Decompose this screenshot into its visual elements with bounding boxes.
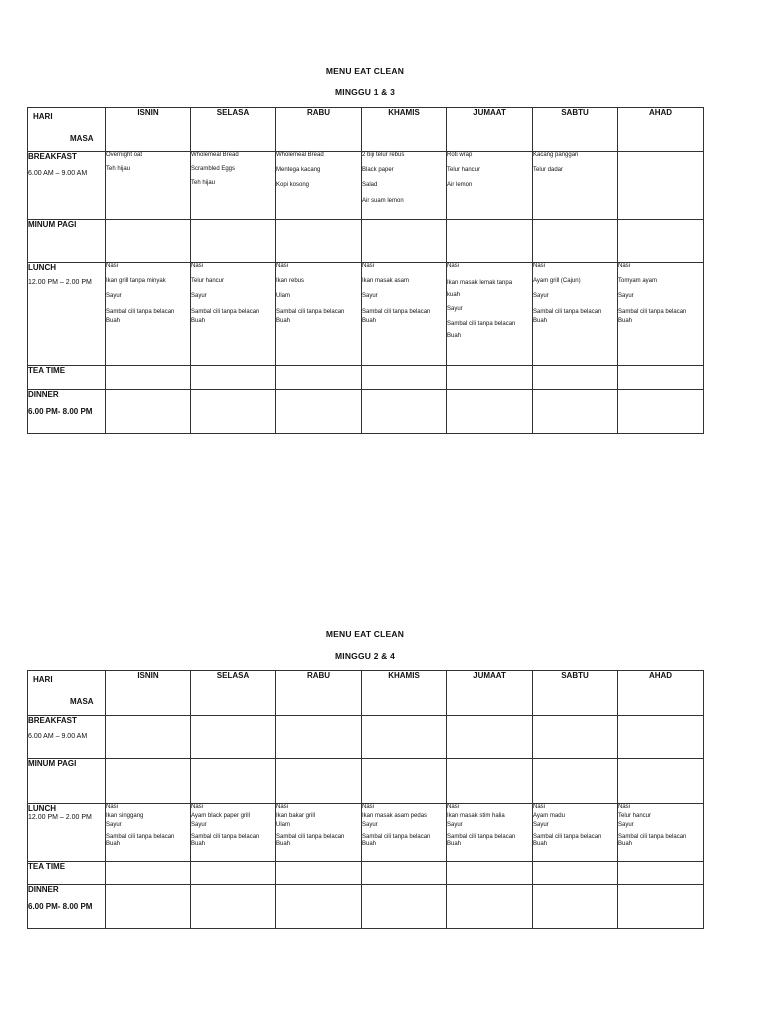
menu-item: Ayam black paper grill	[191, 813, 250, 820]
menu-item: Sayur	[618, 822, 634, 829]
menu-cell	[362, 220, 447, 263]
menu-cell	[533, 390, 618, 434]
table-row-lunch	[28, 263, 704, 366]
menu-cell	[618, 263, 704, 366]
menu-cell	[106, 862, 191, 885]
menu-cell	[533, 716, 618, 759]
meal-label: BREAKFAST	[28, 716, 77, 725]
menu-cell	[533, 220, 618, 263]
row-label	[28, 390, 106, 434]
menu-item: Buah	[618, 840, 633, 847]
menu-item: Buah	[447, 840, 462, 847]
menu-cell	[191, 152, 276, 220]
menu-cell	[106, 804, 191, 862]
menu-item: Nasi	[618, 263, 631, 269]
menu-item: Kacang panggan	[533, 152, 579, 158]
menu-item: Sambal cili tanpa belacan	[191, 833, 260, 840]
menu-item: Telur dadar	[533, 167, 564, 174]
menu-cell	[106, 220, 191, 263]
header-masa: MASA	[70, 134, 94, 143]
day-header: SELASA	[191, 108, 276, 152]
menu-item: Kopi kosong	[276, 182, 310, 189]
row-label	[28, 759, 106, 804]
menu-cell	[362, 716, 447, 759]
table-row-breakfast	[28, 716, 704, 759]
menu-cell	[276, 716, 362, 759]
menu-item: Buah	[618, 317, 633, 324]
menu-item: Telur hancur	[618, 813, 652, 820]
menu-item: Nasi	[276, 804, 289, 810]
menu-cell	[191, 263, 276, 366]
menu-cell	[533, 152, 618, 220]
menu-item: Nasi	[533, 263, 546, 269]
table-row-tea-time	[28, 366, 704, 390]
menu-item: Buah	[362, 317, 377, 324]
menu-item: Ikan masak asam	[362, 278, 410, 285]
day-header: AHAD	[618, 108, 704, 152]
menu-cell	[276, 885, 362, 929]
row-label	[28, 862, 106, 885]
menu-item: Nasi	[447, 804, 460, 810]
menu-item: Tomyam ayam	[618, 278, 658, 285]
menu-cell	[106, 716, 191, 759]
menu-item: Sambal cili tanpa belacan	[618, 308, 687, 315]
menu-item: Teh hijau	[106, 166, 131, 173]
menu-item: Nasi	[533, 804, 546, 810]
meal-label: LUNCH	[28, 804, 56, 813]
menu-item: Ulam	[276, 822, 291, 829]
day-header: SABTU	[533, 671, 618, 716]
day-header: ISNIN	[106, 108, 191, 152]
row-label	[28, 220, 106, 263]
menu-item: Salad	[362, 182, 378, 189]
menu-cell	[276, 390, 362, 434]
day-header: SELASA	[191, 671, 276, 716]
menu-cell	[362, 263, 447, 366]
menu-cell	[618, 220, 704, 263]
menu-item: Teh hijau	[191, 180, 216, 187]
row-label	[28, 716, 106, 759]
menu-cell	[447, 804, 533, 862]
menu-item: Buah	[191, 317, 206, 324]
menu-cell	[276, 263, 362, 366]
menu-item: Black paper	[362, 167, 394, 174]
menu-item: Sambal cili tanpa belacan	[533, 833, 602, 840]
row-label	[28, 366, 106, 390]
table-row-breakfast	[28, 152, 704, 220]
day-header: RABU	[276, 671, 362, 716]
menu-cell	[106, 759, 191, 804]
menu-item: Sayur	[533, 822, 549, 829]
table-row-dinner	[28, 390, 704, 434]
menu-item: Buah	[276, 317, 291, 324]
menu-table	[27, 107, 704, 434]
menu-cell	[533, 885, 618, 929]
menu-item: Buah	[106, 840, 121, 847]
day-header: JUMAAT	[447, 108, 533, 152]
menu-cell	[447, 862, 533, 885]
menu-item: Sambal cili tanpa belacan	[276, 833, 345, 840]
menu-item: Sambal cili tanpa belacan	[362, 308, 431, 315]
menu-item: 2 biji telur rebus	[362, 152, 405, 158]
menu-item: Nasi	[106, 263, 119, 269]
menu-cell	[447, 885, 533, 929]
menu-cell	[191, 804, 276, 862]
menu-cell	[362, 804, 447, 862]
menu-cell	[533, 804, 618, 862]
day-header: KHAMIS	[362, 671, 447, 716]
meal-label: BREAKFAST	[28, 152, 77, 161]
menu-cell	[447, 366, 533, 390]
menu-cell	[276, 804, 362, 862]
menu-cell	[618, 390, 704, 434]
menu-item: Buah	[533, 840, 548, 847]
menu-item: Buah	[447, 333, 462, 340]
menu-item: Mentega kacang	[276, 167, 321, 174]
menu-cell	[106, 390, 191, 434]
meal-label: MINUM PAGI	[28, 759, 77, 768]
menu-item: Sayur	[191, 293, 207, 300]
menu-cell	[447, 390, 533, 434]
menu-item: Ikan masak stim halia	[447, 813, 505, 820]
menu-title: MENU EAT CLEAN	[325, 629, 405, 639]
menu-subtitle: MINGGU 2 & 4	[334, 651, 396, 661]
menu-item: Sambal cili tanpa belacan	[533, 308, 602, 315]
header-hari: HARI	[33, 675, 53, 684]
menu-cell	[276, 759, 362, 804]
menu-cell	[106, 366, 191, 390]
menu-item: Ikan grill tanpa minyak	[106, 278, 166, 285]
day-header: ISNIN	[106, 671, 191, 716]
menu-cell	[191, 390, 276, 434]
day-header: RABU	[276, 108, 362, 152]
menu-cell	[362, 759, 447, 804]
row-label	[28, 263, 106, 366]
meal-time: 6.00 PM- 8.00 PM	[28, 902, 93, 911]
menu-item: Sambal cili tanpa belacan	[447, 833, 516, 840]
menu-item: Nasi	[362, 804, 375, 810]
menu-cell	[533, 862, 618, 885]
row-label	[28, 152, 106, 220]
header-hari: HARI	[33, 112, 53, 121]
menu-item: Telur hancur	[191, 278, 225, 285]
menu-item: Sayur	[447, 822, 463, 829]
menu-cell	[618, 862, 704, 885]
menu-cell	[276, 366, 362, 390]
meal-time: 6.00 AM – 9.00 AM	[28, 170, 88, 177]
menu-item: Ikan masak asam pedas	[362, 813, 428, 820]
menu-item: Sambal cili tanpa belacan	[362, 833, 431, 840]
menu-item: Sambal cili tanpa belacan	[106, 833, 175, 840]
menu-cell	[191, 862, 276, 885]
menu-item: Wholemeal Bread	[276, 152, 324, 158]
menu-item: Wholemeal Bread	[191, 152, 239, 158]
table-row-minum-pagi	[28, 220, 704, 263]
day-header: KHAMIS	[362, 108, 447, 152]
menu-item: Sayur	[533, 293, 549, 300]
menu-item: Buah	[106, 317, 121, 324]
menu-item: Buah	[191, 840, 206, 847]
menu-cell	[362, 862, 447, 885]
meal-label: TEA TIME	[28, 366, 66, 375]
table-row-minum-pagi	[28, 759, 704, 804]
menu-cell	[106, 885, 191, 929]
menu-item: Nasi	[447, 263, 460, 269]
day-header: SABTU	[533, 108, 618, 152]
menu-cell	[276, 862, 362, 885]
menu-cell	[533, 263, 618, 366]
menu-item: Sayur	[618, 293, 634, 300]
menu-item: Ikan masak lemak tanpa kuah	[447, 280, 513, 298]
menu-item: Sambal cili tanpa belacan	[106, 308, 175, 315]
meal-label: TEA TIME	[28, 862, 66, 871]
menu-table	[27, 670, 704, 929]
menu-cell	[533, 366, 618, 390]
menu-cell	[276, 220, 362, 263]
menu-cell	[106, 263, 191, 366]
menu-cell	[447, 759, 533, 804]
menu-item: Air suam lemon	[362, 197, 404, 204]
menu-cell	[191, 759, 276, 804]
meal-time: 12.00 PM – 2.00 PM	[28, 279, 92, 286]
menu-item: Sayur	[191, 822, 207, 829]
menu-item: Ikan singgang	[106, 813, 144, 820]
menu-item: Overnight oat	[106, 152, 143, 158]
meal-time: 12.00 PM – 2.00 PM	[28, 814, 92, 821]
menu-item: Air lemon	[447, 182, 473, 189]
menu-item: Sayur	[362, 293, 378, 300]
menu-cell	[618, 716, 704, 759]
menu-cell	[362, 366, 447, 390]
menu-item: Sayur	[447, 305, 463, 312]
menu-item: Ikan bakar grill	[276, 813, 316, 820]
table-row-tea-time	[28, 862, 704, 885]
menu-cell	[618, 885, 704, 929]
row-label	[28, 885, 106, 929]
menu-item: Ulam	[276, 293, 291, 300]
menu-subtitle: MINGGU 1 & 3	[334, 87, 396, 97]
meal-time: 6.00 AM – 9.00 AM	[28, 733, 88, 740]
menu-item: Buah	[276, 840, 291, 847]
menu-item: Sayur	[362, 822, 378, 829]
header-corner-cell	[28, 108, 106, 152]
menu-cell	[191, 220, 276, 263]
menu-item: Sayur	[106, 293, 122, 300]
menu-item: Sambal cili tanpa belacan	[447, 321, 516, 328]
menu-item: Nasi	[191, 263, 204, 269]
menu-item: Ayam madu	[533, 813, 565, 820]
day-header: AHAD	[618, 671, 704, 716]
menu-item: Sayur	[106, 822, 122, 829]
menu-cell	[447, 716, 533, 759]
menu-cell	[191, 885, 276, 929]
row-label	[28, 804, 106, 862]
menu-cell	[447, 220, 533, 263]
menu-cell	[618, 152, 704, 220]
table-row-lunch	[28, 804, 704, 862]
menu-cell	[618, 804, 704, 862]
menu-cell	[191, 366, 276, 390]
menu-cell	[618, 366, 704, 390]
menu-cell	[191, 716, 276, 759]
table-row-dinner	[28, 885, 704, 929]
menu-item: Nasi	[191, 804, 204, 810]
menu-cell	[362, 390, 447, 434]
menu-cell	[276, 152, 362, 220]
menu-title: MENU EAT CLEAN	[325, 66, 405, 76]
menu-item: Nasi	[106, 804, 119, 810]
meal-label: DINNER	[28, 885, 59, 894]
menu-item: Ayam grill (Cajun)	[533, 278, 581, 285]
menu-cell	[533, 759, 618, 804]
menu-item: Sambal cili tanpa belacan	[191, 308, 260, 315]
menu-cell	[447, 263, 533, 366]
menu-item: Scrambled Eggs	[191, 166, 236, 173]
meal-time: 6.00 PM- 8.00 PM	[28, 407, 93, 416]
menu-cell	[618, 759, 704, 804]
menu-cell	[362, 885, 447, 929]
header-masa: MASA	[70, 697, 94, 706]
menu-item: Buah	[533, 317, 548, 324]
menu-item: Sambal cili tanpa belacan	[618, 833, 687, 840]
menu-item: Buah	[362, 840, 377, 847]
menu-item: Sambal cili tanpa belacan	[276, 308, 345, 315]
menu-item: Telur hancur	[447, 167, 481, 174]
menu-cell	[362, 152, 447, 220]
menu-item: Nasi	[276, 263, 289, 269]
menu-item: Ikan rebus	[276, 278, 305, 285]
meal-label: MINUM PAGI	[28, 220, 77, 229]
menu-cell	[106, 152, 191, 220]
day-header: JUMAAT	[447, 671, 533, 716]
meal-label: DINNER	[28, 390, 59, 399]
header-corner-cell	[28, 671, 106, 716]
meal-label: LUNCH	[28, 263, 56, 272]
menu-item: Roti wrap	[447, 152, 473, 158]
menu-item: Nasi	[362, 263, 375, 269]
menu-item: Nasi	[618, 804, 631, 810]
menu-cell	[447, 152, 533, 220]
